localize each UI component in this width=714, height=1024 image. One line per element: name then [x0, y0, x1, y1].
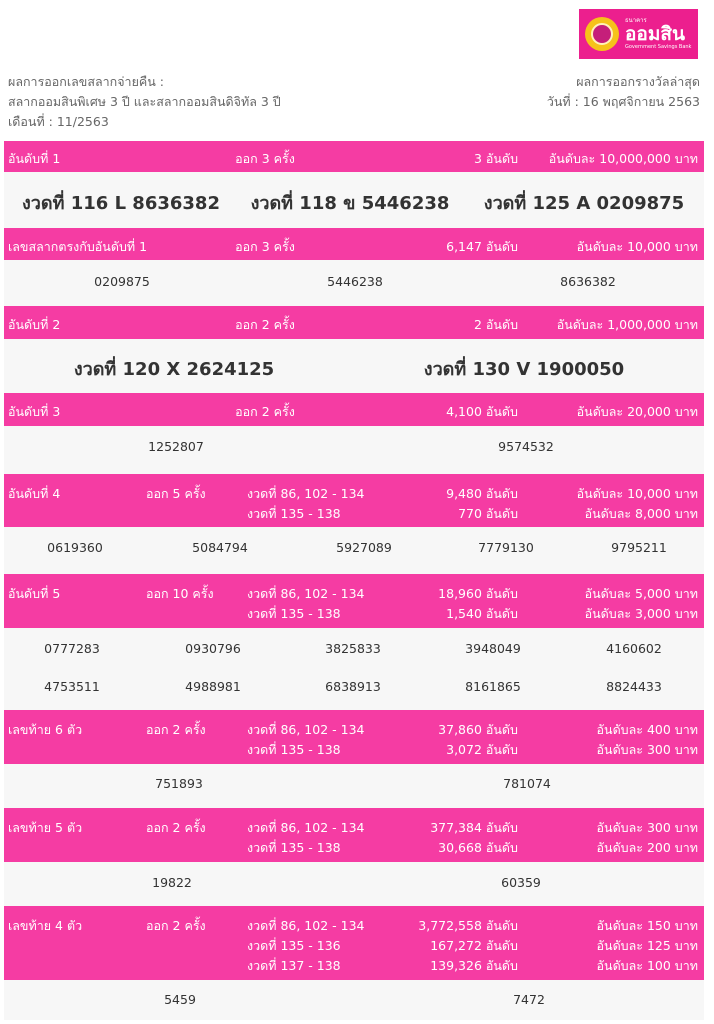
prize-amount: อันดับละ 20,000 บาท [576, 404, 698, 419]
prize-5-header [4, 574, 704, 628]
winning-number: 7472 [513, 992, 545, 1007]
round-range: งวดที่ 86, 102 - 134 [247, 486, 365, 501]
prize-amount: อันดับละ 300 บาท [596, 742, 698, 757]
prize-count: 377,384 อันดับ [430, 820, 518, 835]
header-right [547, 72, 700, 112]
winning-number: งวดที่ 120 X 2624125 [73, 359, 275, 380]
prize-2-numbers [4, 339, 704, 393]
prize-title: เลขท้าย 6 ตัว [8, 722, 83, 737]
draw-times: ออก 2 ครั้ง [146, 722, 206, 737]
prize-1-numbers [4, 172, 704, 228]
prize-title: เลขท้าย 5 ตัว [8, 820, 83, 835]
winning-number: 5446238 [327, 274, 383, 289]
prize-count: 18,960 อันดับ [438, 586, 518, 601]
header-lottery-type: สลากออมสินพิเศษ 3 ปี และสลากออมสินดิจิทัล 3 ปี [8, 94, 281, 109]
round-range: งวดที่ 137 - 138 [247, 958, 341, 973]
round-range: งวดที่ 135 - 138 [247, 840, 341, 855]
winning-number: 19822 [152, 875, 192, 890]
prize-count: 6,147 อันดับ [446, 239, 518, 254]
draw-times: ออก 2 ครั้ง [235, 317, 295, 332]
winning-number: 781074 [503, 776, 551, 791]
prize-amount: อันดับละ 400 บาท [596, 722, 698, 737]
last-5-digits-header [4, 808, 704, 862]
winning-number: งวดที่ 116 L 8636382 [22, 193, 220, 214]
prize-1-header [4, 141, 704, 172]
prize-2-header [4, 306, 704, 339]
prize-count: 139,326 อันดับ [430, 958, 518, 973]
winning-number: งวดที่ 125 A 0209875 [483, 193, 685, 214]
prize-count: 3,072 อันดับ [446, 742, 518, 757]
prize-title: อันดับที่ 2 [8, 317, 61, 332]
winning-number: 6838913 [325, 679, 381, 694]
prize-count: 1,540 อันดับ [446, 606, 518, 621]
prize-title: อันดับที่ 5 [8, 586, 61, 601]
prize-amount: อันดับละ 1,000,000 บาท [556, 317, 698, 332]
prize-amount: อันดับละ 150 บาท [596, 918, 698, 933]
winning-number: 5084794 [192, 540, 248, 555]
prize-amount: อันดับละ 100 บาท [596, 958, 698, 973]
prize-count: 30,668 อันดับ [438, 840, 518, 855]
prize-title: อันดับที่ 4 [8, 486, 61, 501]
prize-4-header [4, 474, 704, 527]
winning-number: 751893 [155, 776, 203, 791]
last-4-digits-header [4, 906, 704, 980]
round-range: งวดที่ 135 - 138 [247, 506, 341, 521]
winning-number: 7779130 [478, 540, 534, 555]
round-range: งวดที่ 135 - 138 [247, 606, 341, 621]
prize-title: อันดับที่ 3 [8, 404, 61, 419]
winning-number: งวดที่ 130 V 1900050 [423, 359, 625, 380]
header-date: วันที่ : 16 พฤศจิกายน 2563 [546, 94, 700, 109]
winning-number: 4753511 [44, 679, 100, 694]
draw-times: ออก 2 ครั้ง [146, 918, 206, 933]
prize-title: อันดับที่ 1 [8, 151, 61, 166]
draw-times: ออก 5 ครั้ง [146, 486, 206, 501]
winning-number: 8161865 [465, 679, 521, 694]
draw-times: ออก 3 ครั้ง [235, 239, 295, 254]
winning-number: งวดที่ 118 ข 5446238 [250, 193, 450, 214]
prize-count: 770 อันดับ [458, 506, 518, 521]
logo-small-text: ธนาคาร [625, 17, 647, 24]
winning-number: 0209875 [94, 274, 150, 289]
header-latest: ผลการออกรางวัลล่าสุด [576, 74, 700, 89]
round-range: งวดที่ 86, 102 - 134 [247, 586, 365, 601]
round-range: งวดที่ 135 - 136 [247, 938, 341, 953]
prize-3-header [4, 393, 704, 426]
last-6-digits-numbers [4, 764, 704, 808]
last-5-digits-numbers [4, 862, 704, 906]
prize-amount: อันดับละ 125 บาท [596, 938, 698, 953]
winning-number: 8824433 [606, 679, 662, 694]
prize-count: 3 อันดับ [473, 151, 518, 166]
draw-times: ออก 10 ครั้ง [146, 586, 214, 601]
round-range: งวดที่ 86, 102 - 134 [247, 820, 365, 835]
prize-amount: อันดับละ 10,000,000 บาท [548, 151, 698, 166]
prize-title: เลขสลากตรงกับอันดับที่ 1 [8, 239, 148, 254]
draw-times: ออก 2 ครั้ง [235, 404, 295, 419]
winning-number: 60359 [501, 875, 541, 890]
header-left [8, 72, 281, 132]
prize-amount: อันดับละ 3,000 บาท [584, 606, 698, 621]
prize-amount: อันดับละ 8,000 บาท [584, 506, 698, 521]
winning-number: 4160602 [606, 641, 662, 656]
logo-english: Government Savings Bank [625, 44, 692, 50]
winning-number: 0930796 [185, 641, 241, 656]
prize-count: 4,100 อันดับ [446, 404, 518, 419]
winning-number: 8636382 [560, 274, 616, 289]
prize-count: 9,480 อันดับ [446, 486, 518, 501]
logo-name: ออมสิน [625, 23, 685, 45]
prize-4-numbers [4, 527, 704, 574]
winning-number: 0777283 [44, 641, 100, 656]
last-6-digits-header [4, 710, 704, 764]
near-prize-1-header [4, 228, 704, 260]
winning-number: 5927089 [336, 540, 392, 555]
prize-count: 3,772,558 อันดับ [418, 918, 518, 933]
prize-amount: อันดับละ 300 บาท [596, 820, 698, 835]
winning-number: 1252807 [148, 439, 204, 454]
header-month: เดือนที่ : 11/2563 [8, 114, 109, 129]
round-range: งวดที่ 86, 102 - 134 [247, 918, 365, 933]
prize-5-numbers [4, 628, 704, 710]
winning-number: 9574532 [498, 439, 554, 454]
prize-count: 2 อันดับ [473, 317, 518, 332]
winning-number: 3948049 [465, 641, 521, 656]
draw-times: ออก 2 ครั้ง [146, 820, 206, 835]
prize-count: 167,272 อันดับ [430, 938, 518, 953]
prize-amount: อันดับละ 10,000 บาท [576, 239, 698, 254]
gsb-seal-icon [585, 17, 619, 51]
winning-number: 4988981 [185, 679, 241, 694]
prize-amount: อันดับละ 10,000 บาท [576, 486, 698, 501]
winning-number: 9795211 [611, 540, 667, 555]
prize-count: 37,860 อันดับ [438, 722, 518, 737]
winning-number: 5459 [164, 992, 196, 1007]
prize-3-numbers [4, 426, 704, 474]
last-4-digits-numbers [4, 980, 704, 1020]
round-range: งวดที่ 86, 102 - 134 [247, 722, 365, 737]
prize-amount: อันดับละ 200 บาท [596, 840, 698, 855]
winning-number: 3825833 [325, 641, 381, 656]
gsb-logo [579, 9, 698, 59]
near-prize-1-numbers [4, 260, 704, 306]
prize-title: เลขท้าย 4 ตัว [8, 918, 83, 933]
prize-amount: อันดับละ 5,000 บาท [584, 586, 698, 601]
round-range: งวดที่ 135 - 138 [247, 742, 341, 757]
header-heading: ผลการออกเลขสลากจ่ายคืน : [8, 74, 164, 89]
winning-number: 0619360 [47, 540, 103, 555]
draw-times: ออก 3 ครั้ง [235, 151, 295, 166]
